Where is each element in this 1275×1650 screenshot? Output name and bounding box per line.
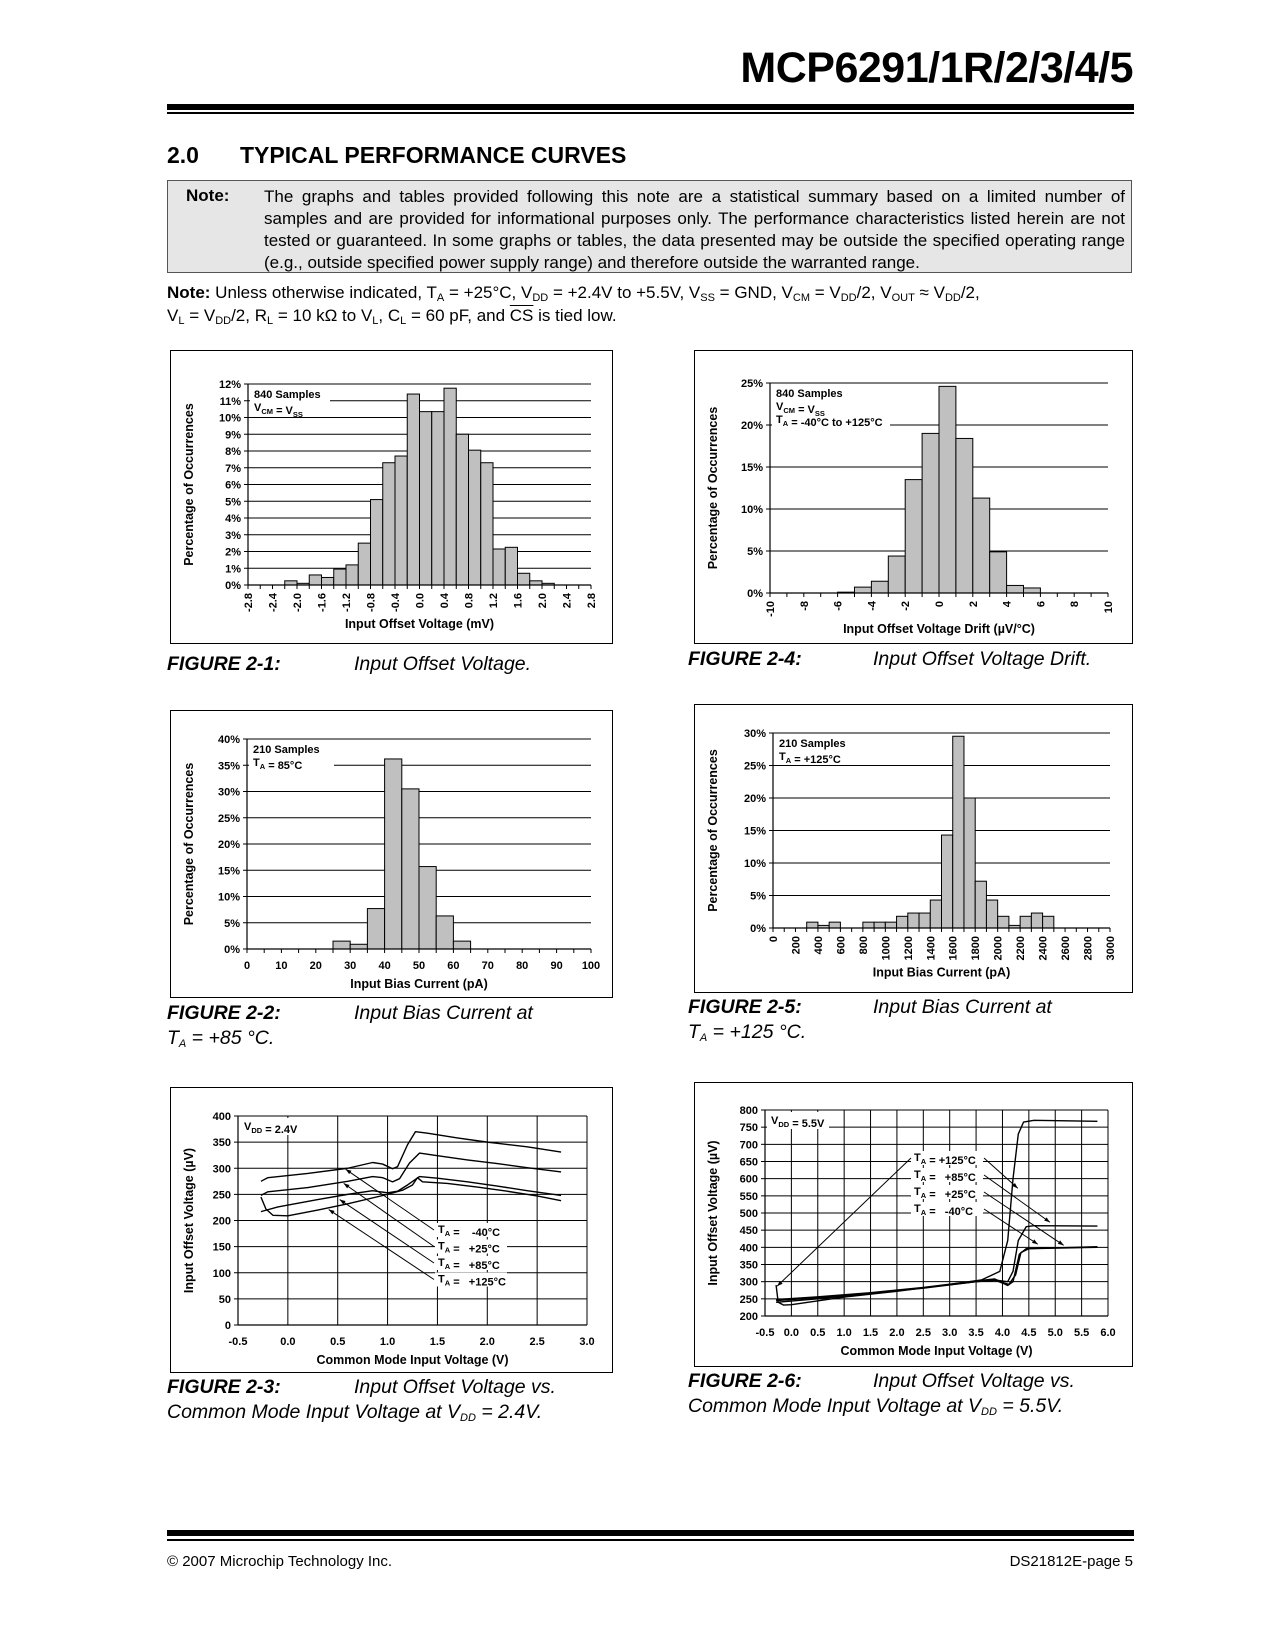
histogram-bar [874, 922, 885, 928]
x-tick-label: 6 [1035, 601, 1048, 608]
figure-number: FIGURE 2-3: [167, 1376, 281, 1398]
plot-area [706, 378, 1115, 636]
y-tick-label: 20% [217, 839, 240, 851]
histogram-bar [1007, 585, 1024, 593]
x-tick-label: 1.0 [836, 1327, 852, 1339]
arrowhead-icon [344, 1183, 350, 1188]
y-tick-label: 5% [224, 917, 240, 930]
x-tick-label: 1.0 [379, 1336, 396, 1348]
annotation-text: $T_A = -40^\circ C$ to +125°C [776, 414, 883, 429]
histogram-bar [334, 569, 346, 585]
histogram-bar [1024, 588, 1041, 593]
figure-title: Input Bias Current at [354, 1002, 533, 1024]
histogram-bar [939, 386, 956, 593]
x-tick-label: 8 [1069, 601, 1082, 608]
y-tick-label: 35% [217, 760, 240, 773]
histogram-bar [1031, 913, 1042, 928]
x-tick-label: 0.0 [783, 1327, 800, 1339]
footer-rule [167, 1530, 1134, 1536]
y-tick-label: 0% [750, 923, 766, 935]
chart-fig2-2 [170, 710, 613, 998]
plot-area [182, 734, 600, 991]
histogram-bar [518, 573, 530, 585]
document-title: MCP6291/1R/2/3/4/5 [740, 44, 1133, 92]
plot-area [182, 379, 598, 631]
y-tick-label: 25% [740, 378, 763, 390]
histogram-bar [419, 867, 436, 949]
y-tick-label: 10% [743, 858, 766, 870]
legend-arrow [984, 1192, 1064, 1245]
figure-number: FIGURE 2-1: [167, 653, 281, 675]
x-tick-label: 2600 [1060, 936, 1073, 961]
annotation-text: 840 Samples [776, 388, 843, 400]
x-tick-label: 30 [344, 960, 357, 972]
histogram-bar [407, 394, 419, 585]
legend-arrow [984, 1158, 1018, 1188]
x-tick-label: 1600 [947, 936, 960, 961]
y-tick-label: 5% [750, 890, 766, 903]
plot-area [706, 728, 1117, 979]
y-tick-label: 15% [743, 825, 766, 838]
x-tick-label: 2200 [1015, 936, 1028, 961]
figure-title: Input Offset Voltage vs. [873, 1370, 1075, 1392]
histogram-bar [456, 434, 468, 585]
histogram-bar [383, 463, 395, 585]
x-tick-label: -6 [832, 601, 845, 611]
y-tick-label: 10% [740, 504, 763, 516]
series-line [776, 1247, 1097, 1299]
x-tick-label: 0 [934, 601, 946, 608]
x-tick-label: 0.8 [463, 593, 476, 609]
histogram-bar [986, 900, 997, 928]
x-tick-label: -10 [765, 601, 777, 617]
x-tick-label: 40 [378, 960, 391, 972]
x-axis-title: Input Offset Voltage (mV) [344, 616, 495, 631]
histogram-bar [285, 581, 297, 585]
histogram-bar [930, 900, 941, 928]
histogram-bar [436, 916, 453, 949]
legend-label: $T_A = +125^\circ C$ [914, 1152, 976, 1167]
x-tick-label: 4.0 [994, 1327, 1011, 1339]
y-tick-label: 0% [224, 944, 240, 956]
annotation-text: 210 Samples [779, 738, 846, 750]
x-tick-label: 10 [275, 960, 288, 972]
footer-page-number: DS21812E-page 5 [1009, 1553, 1133, 1570]
histogram-bar [942, 835, 953, 928]
annotation-text: $V_{DD} = 2.4V$ [244, 1121, 298, 1136]
x-tick-label: 0.0 [280, 1336, 296, 1348]
x-axis-title: Input Bias Current (pA) [872, 965, 1011, 980]
y-axis-title: Percentage of Occurrences [706, 406, 720, 570]
x-tick-label: 4 [1001, 601, 1014, 608]
y-tick-label: 250 [212, 1189, 231, 1202]
histogram-bar [358, 543, 370, 585]
x-tick-label: 1.5 [429, 1336, 446, 1348]
section-heading [167, 142, 626, 169]
x-tick-label: 2000 [992, 936, 1005, 961]
section-title: TYPICAL PERFORMANCE CURVES [240, 142, 627, 168]
histogram-bar [371, 500, 383, 585]
y-tick-label: 6% [225, 479, 241, 492]
y-tick-label: 0% [747, 588, 763, 600]
footer-rule-thin [167, 1539, 1134, 1541]
x-tick-label: 4.5 [1021, 1327, 1037, 1339]
x-tick-label: -2.4 [267, 593, 280, 612]
x-tick-label: 3.0 [942, 1327, 958, 1339]
x-tick-label: 0.5 [810, 1327, 826, 1339]
x-tick-label: -2.8 [243, 593, 255, 612]
figure-title: Input Bias Current at [873, 996, 1052, 1018]
histogram-bar [998, 916, 1009, 928]
y-tick-label: 11% [219, 395, 241, 408]
annotation-text: 840 Samples [254, 389, 321, 401]
plot-area [182, 1111, 595, 1367]
figure-number: FIGURE 2-4: [688, 648, 802, 670]
x-tick-label: 200 [790, 936, 803, 955]
figure-title: Input Offset Voltage vs. [354, 1376, 556, 1398]
histogram-bar [885, 922, 896, 928]
histogram-bar [493, 549, 505, 585]
chart-svg [695, 351, 1134, 645]
x-tick-label: 5.5 [1073, 1327, 1090, 1339]
x-tick-label: 2.0 [537, 593, 549, 609]
y-tick-label: 50 [218, 1293, 231, 1306]
y-tick-label: 15% [740, 462, 763, 474]
figure-title-line2: $T_A = +85$ °C. [167, 1027, 275, 1050]
histogram-bar [1043, 916, 1054, 928]
figure-number: FIGURE 2-5: [688, 996, 802, 1018]
figure-title-line2: Common Mode Input Voltage at $V_{DD} = 2.4V$. [167, 1401, 543, 1424]
y-axis-title: Percentage of Occurrences [182, 762, 196, 926]
y-tick-label: 400 [739, 1242, 758, 1255]
x-tick-label: 2.4 [561, 593, 574, 609]
y-axis-title: Percentage of Occurrences [706, 749, 720, 912]
histogram-bar [1020, 916, 1031, 928]
x-tick-label: -0.5 [228, 1336, 248, 1348]
y-tick-label: 100 [212, 1267, 231, 1280]
x-tick-label: 2400 [1037, 936, 1050, 961]
arrowhead-icon [1058, 1240, 1064, 1245]
histogram-bar [973, 498, 990, 593]
figure-title-line2: $T_A = +125$ °C. [688, 1021, 807, 1044]
y-tick-label: 350 [212, 1137, 231, 1150]
x-axis-title: Input Bias Current (pA) [350, 977, 488, 991]
legend-label: $T_A = +25^\circ C$ [438, 1240, 500, 1256]
histogram-bar [829, 922, 840, 928]
histogram-bar [807, 922, 818, 928]
annotation-text: $V_{CM} = V_{SS}$ [254, 402, 303, 419]
y-tick-label: 150 [212, 1241, 231, 1254]
x-tick-label: 1800 [970, 936, 983, 961]
histogram-bar [346, 565, 358, 585]
section-number: 2.0 [167, 142, 199, 168]
series-line [776, 1226, 1097, 1303]
annotation-text: $T_A = 85^\circ C$ [253, 757, 303, 772]
x-tick-label: 400 [812, 936, 825, 955]
y-axis-title: Input Offset Voltage (µV) [182, 1147, 196, 1294]
y-tick-label: 12% [218, 379, 241, 391]
histogram-bar [964, 798, 975, 928]
y-tick-label: 700 [739, 1139, 758, 1152]
chart-fig2-3 [170, 1087, 613, 1373]
figure-title-line2: Common Mode Input Voltage at $V_{DD} = 5.5V$. [688, 1395, 1064, 1418]
y-tick-label: 8% [225, 446, 241, 458]
x-tick-label: -8 [798, 601, 811, 611]
y-tick-label: 300 [739, 1276, 758, 1289]
histogram-bar [919, 913, 930, 928]
y-tick-label: 15% [217, 865, 240, 878]
conditions-note-text: Unless otherwise indicated, $T_A = +25^\circ C$, $V_{DD} = +2.4V$ to +5.5V, $V_{SS}$ = GND, $V_{CM} = V_{DD}/2$, $V_{OUT} \approx V_{DD}/2$, $V_L = V_{DD}/2$, $R_L = 10$ kΩ to $V_L$, $C_L = 60$ pF, and $\overline{CS}$ is tied low. [167, 283, 980, 327]
histogram-bar [908, 913, 919, 928]
legend-label: $T_A = +85^\circ C$ [438, 1257, 500, 1272]
x-tick-label: 50 [412, 960, 426, 972]
figure-number: FIGURE 2-6: [688, 1370, 802, 1392]
histogram-bar [444, 388, 456, 585]
x-tick-label: 2.5 [529, 1336, 545, 1348]
arrowhead-icon [1044, 1217, 1050, 1222]
legend-label: $T_A = +25^\circ C$ [914, 1186, 976, 1201]
histogram-bar [863, 922, 874, 928]
y-tick-label: 500 [739, 1208, 758, 1220]
legend-label: $T_A = -40^\circ C$ [914, 1203, 974, 1218]
chart-fig2-4 [694, 350, 1133, 644]
y-tick-label: 7% [225, 462, 241, 475]
x-tick-label: 2.0 [889, 1327, 905, 1339]
y-tick-label: 10% [218, 412, 241, 425]
x-tick-label: 0.4 [439, 593, 451, 609]
y-tick-label: 400 [212, 1111, 231, 1123]
histogram-bar [309, 575, 321, 585]
footer-copyright: © 2007 Microchip Technology Inc. [167, 1553, 393, 1570]
y-tick-label: 25% [217, 812, 240, 825]
series-line [776, 1247, 1097, 1301]
x-tick-label: 1.5 [862, 1327, 879, 1339]
chart-svg [171, 351, 614, 645]
chart-svg [171, 1088, 614, 1374]
x-tick-label: 0 [768, 936, 780, 943]
y-tick-label: 200 [212, 1215, 231, 1228]
x-tick-label: 600 [835, 936, 848, 955]
x-tick-label: -0.4 [390, 593, 402, 612]
y-axis-title: Input Offset Voltage (µV) [706, 1140, 720, 1286]
y-tick-label: 5% [747, 546, 763, 558]
x-tick-label: 10 [1103, 601, 1115, 614]
arrowhead-icon [329, 1210, 335, 1215]
histogram-bar [402, 789, 419, 949]
histogram-bar [990, 552, 1007, 593]
x-tick-label: 1400 [925, 936, 938, 961]
y-tick-label: 650 [739, 1156, 758, 1169]
x-tick-label: 6.0 [1100, 1327, 1116, 1339]
x-tick-label: 0 [243, 960, 251, 972]
figure-number: FIGURE 2-2: [167, 1002, 281, 1024]
x-tick-label: 800 [857, 936, 870, 955]
y-tick-label: 9% [225, 429, 241, 442]
histogram-bar [469, 450, 481, 585]
histogram-bar [530, 581, 542, 585]
annotation-text: 210 Samples [253, 744, 320, 756]
x-tick-label: 70 [481, 960, 494, 972]
histogram-bar [395, 456, 407, 585]
histogram-bar [871, 581, 888, 593]
histogram-bar [953, 736, 964, 928]
x-tick-label: 2 [967, 601, 980, 608]
x-tick-label: 1000 [880, 936, 893, 961]
chart-fig2-5 [694, 704, 1133, 993]
arrowhead-icon [1032, 1239, 1038, 1244]
legend-arrow [340, 1200, 434, 1263]
x-tick-label: 0.5 [330, 1336, 346, 1348]
x-axis-title: Common Mode Input Voltage (V) [840, 1344, 1033, 1358]
histogram-bar [505, 547, 517, 585]
x-tick-label: 20 [309, 960, 322, 972]
annotation-text: $V_{CM} = V_{SS}$ [776, 401, 825, 418]
histogram-bar [922, 433, 939, 593]
x-tick-label: -4 [866, 601, 879, 611]
histogram-bar [453, 941, 470, 949]
y-tick-label: 10% [217, 891, 240, 904]
histogram-bar [897, 916, 908, 928]
histogram-bar [956, 438, 973, 593]
x-tick-label: 3.0 [579, 1336, 595, 1348]
conditions-note [167, 281, 1133, 327]
header-rule [167, 104, 1134, 110]
y-tick-label: 3% [225, 529, 241, 542]
x-tick-label: -0.5 [755, 1327, 775, 1339]
x-tick-label: 60 [447, 960, 460, 972]
x-tick-label: 80 [516, 960, 529, 972]
x-tick-label: 5.0 [1047, 1327, 1063, 1339]
header-rule-thin [167, 112, 1134, 114]
y-tick-label: 0 [224, 1320, 231, 1332]
y-tick-label: 750 [739, 1122, 758, 1135]
x-tick-label: 90 [550, 960, 563, 972]
x-tick-label: -2 [900, 601, 913, 611]
y-tick-label: 4% [225, 513, 241, 525]
histogram-bar [385, 759, 402, 949]
chart-svg [695, 705, 1134, 994]
x-tick-label: 1.2 [488, 593, 500, 609]
figure-title: Input Offset Voltage. [354, 653, 532, 675]
annotation-text: $V_{DD} = 5.5V$ [771, 1115, 825, 1130]
x-tick-label: 0.0 [414, 593, 427, 609]
y-tick-label: 30% [743, 728, 766, 740]
histogram-bar [350, 944, 367, 949]
x-axis-title: Input Offset Voltage Drift (µV/°C) [843, 621, 1035, 636]
histogram-bar [975, 881, 986, 928]
conditions-note-label: Note: [167, 283, 211, 302]
histogram-bar [322, 577, 334, 585]
x-tick-label: -1.2 [341, 593, 353, 612]
y-tick-label: 600 [739, 1173, 758, 1186]
chart-svg [171, 711, 614, 999]
x-tick-label: 1200 [902, 936, 915, 961]
x-tick-label: -0.8 [365, 593, 378, 612]
histogram-bar [333, 941, 350, 949]
y-tick-label: 250 [739, 1293, 758, 1306]
y-tick-label: 1% [225, 563, 241, 576]
x-tick-label: 2.8 [586, 593, 598, 609]
y-tick-label: 450 [739, 1225, 758, 1238]
x-tick-label: -2.0 [292, 593, 304, 612]
x-tick-label: 2800 [1082, 936, 1095, 961]
y-tick-label: 20% [740, 420, 763, 432]
x-tick-label: 3000 [1105, 936, 1117, 961]
histogram-bar [905, 480, 922, 593]
x-tick-label: 1.6 [512, 593, 525, 609]
histogram-bar [888, 556, 905, 593]
x-tick-label: 100 [581, 960, 601, 972]
note-label: Note: [186, 186, 230, 205]
chart-fig2-6 [694, 1082, 1133, 1367]
histogram-bar [420, 412, 432, 585]
y-tick-label: 300 [212, 1163, 231, 1176]
y-tick-label: 40% [217, 734, 240, 746]
y-tick-label: 800 [739, 1105, 758, 1117]
x-axis-title: Common Mode Input Voltage (V) [316, 1353, 509, 1367]
y-tick-label: 550 [739, 1190, 758, 1203]
legend-label: $T_A = +125^\circ C$ [438, 1273, 506, 1289]
x-tick-label: 3.5 [968, 1327, 984, 1339]
histogram-bar [481, 463, 493, 585]
y-tick-label: 350 [739, 1259, 758, 1272]
plot-area [706, 1105, 1116, 1358]
chart-fig2-1 [170, 350, 613, 644]
x-tick-label: 2.5 [915, 1327, 931, 1339]
legend-label: $T_A = +85^\circ C$ [914, 1169, 976, 1184]
chart-svg [695, 1083, 1134, 1368]
legend-label: $T_A$ = -40°C [438, 1224, 501, 1239]
histogram-bar [432, 412, 444, 585]
x-tick-label: 2.0 [479, 1336, 495, 1348]
note-text: The graphs and tables provided following this note are a statistical summary based on a limited number of samples and are provided for informational purposes only. The performance characteristics listed herein are not tested or guaranteed. In some graphs or tables, the data presented may be outside the specified operating range (e.g., outside specified power supply range) and therefore outside the warranted range. [264, 187, 1125, 272]
y-tick-label: 20% [743, 793, 766, 805]
histogram-bar [855, 587, 872, 593]
y-tick-label: 30% [217, 786, 240, 799]
histogram-bar [367, 909, 384, 949]
series-line [261, 1132, 561, 1182]
y-tick-label: 5% [225, 496, 241, 509]
y-tick-label: 25% [743, 760, 766, 773]
x-tick-label: -1.6 [316, 593, 329, 612]
y-tick-label: 0% [225, 580, 241, 592]
note-box [167, 180, 1132, 273]
y-tick-label: 2% [225, 546, 241, 559]
figure-title: Input Offset Voltage Drift. [873, 648, 1092, 670]
arrowhead-icon [346, 1169, 352, 1174]
annotation-text: $T_A = +125^\circ C$ [779, 751, 841, 766]
y-axis-title: Percentage of Occurrences [182, 403, 196, 566]
y-tick-label: 200 [739, 1311, 758, 1323]
